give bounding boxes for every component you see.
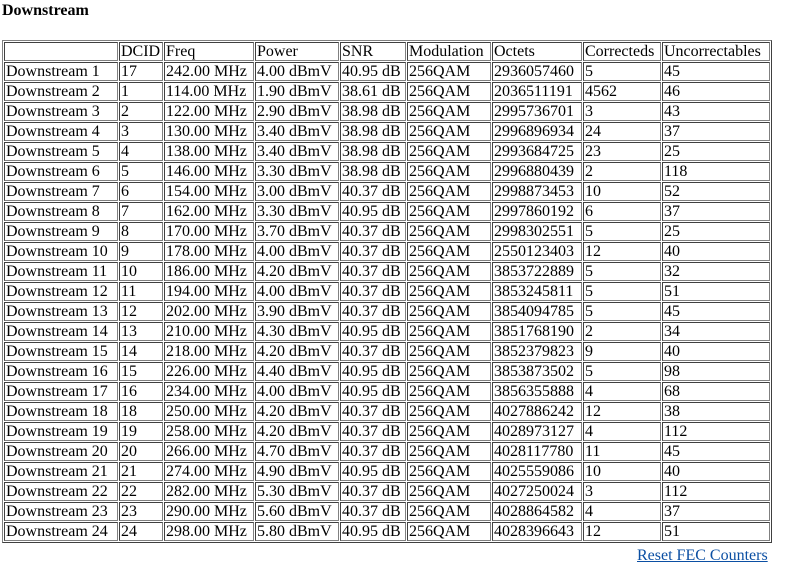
cell-correcteds: 5 xyxy=(583,222,661,241)
cell-freq: 162.00 MHz xyxy=(164,202,254,221)
column-header-dcid: DCID xyxy=(119,42,163,61)
table-row xyxy=(4,422,770,441)
table-row xyxy=(4,302,770,321)
cell-correcteds: 4 xyxy=(583,382,661,401)
cell-octets: 2550123403 xyxy=(492,242,582,261)
table-row xyxy=(4,282,770,301)
cell-freq: 226.00 MHz xyxy=(164,362,254,381)
cell-channel: Downstream 19 xyxy=(4,422,118,441)
cell-power: 4.00 dBmV xyxy=(255,382,339,401)
cell-octets: 4027886242 xyxy=(492,402,582,421)
cell-snr: 38.61 dB xyxy=(340,82,406,101)
cell-channel: Downstream 6 xyxy=(4,162,118,181)
cell-dcid: 16 xyxy=(119,382,163,401)
cell-uncorrectables: 45 xyxy=(662,442,770,461)
cell-freq: 194.00 MHz xyxy=(164,282,254,301)
cell-correcteds: 4 xyxy=(583,422,661,441)
cell-modulation: 256QAM xyxy=(407,162,491,181)
cell-power: 3.30 dBmV xyxy=(255,162,339,181)
cell-uncorrectables: 32 xyxy=(662,262,770,281)
cell-dcid: 8 xyxy=(119,222,163,241)
cell-modulation: 256QAM xyxy=(407,182,491,201)
cell-channel: Downstream 18 xyxy=(4,402,118,421)
cell-octets: 2997860192 xyxy=(492,202,582,221)
cell-power: 5.60 dBmV xyxy=(255,502,339,521)
cell-snr: 40.95 dB xyxy=(340,62,406,81)
cell-snr: 40.37 dB xyxy=(340,422,406,441)
cell-modulation: 256QAM xyxy=(407,222,491,241)
cell-snr: 38.98 dB xyxy=(340,162,406,181)
cell-uncorrectables: 51 xyxy=(662,282,770,301)
column-header-power: Power xyxy=(255,42,339,61)
cell-channel: Downstream 22 xyxy=(4,482,118,501)
cell-octets: 2995736701 xyxy=(492,102,582,121)
table-row xyxy=(4,482,770,501)
cell-channel: Downstream 2 xyxy=(4,82,118,101)
cell-snr: 40.37 dB xyxy=(340,222,406,241)
cell-channel: Downstream 8 xyxy=(4,202,118,221)
cell-uncorrectables: 51 xyxy=(662,522,770,541)
cell-modulation: 256QAM xyxy=(407,502,491,521)
cell-freq: 114.00 MHz xyxy=(164,82,254,101)
cell-snr: 40.95 dB xyxy=(340,462,406,481)
cell-correcteds: 11 xyxy=(583,442,661,461)
cell-power: 4.70 dBmV xyxy=(255,442,339,461)
cell-dcid: 23 xyxy=(119,502,163,521)
cell-uncorrectables: 40 xyxy=(662,342,770,361)
cell-snr: 40.95 dB xyxy=(340,382,406,401)
cell-modulation: 256QAM xyxy=(407,342,491,361)
cell-channel: Downstream 12 xyxy=(4,282,118,301)
cell-snr: 40.95 dB xyxy=(340,362,406,381)
cell-dcid: 20 xyxy=(119,442,163,461)
cell-uncorrectables: 25 xyxy=(662,142,770,161)
cell-power: 4.00 dBmV xyxy=(255,242,339,261)
cell-freq: 122.00 MHz xyxy=(164,102,254,121)
cell-freq: 202.00 MHz xyxy=(164,302,254,321)
cell-channel: Downstream 13 xyxy=(4,302,118,321)
column-header-snr: SNR xyxy=(340,42,406,61)
table-row xyxy=(4,342,770,361)
cell-uncorrectables: 25 xyxy=(662,222,770,241)
cell-power: 3.30 dBmV xyxy=(255,202,339,221)
cell-channel: Downstream 21 xyxy=(4,462,118,481)
table-row xyxy=(4,82,770,101)
cell-freq: 242.00 MHz xyxy=(164,62,254,81)
cell-snr: 40.95 dB xyxy=(340,522,406,541)
cell-power: 3.70 dBmV xyxy=(255,222,339,241)
column-header-channel xyxy=(4,42,118,61)
cell-freq: 154.00 MHz xyxy=(164,182,254,201)
cell-uncorrectables: 37 xyxy=(662,122,770,141)
cell-power: 4.30 dBmV xyxy=(255,322,339,341)
cell-octets: 2998873453 xyxy=(492,182,582,201)
cell-modulation: 256QAM xyxy=(407,282,491,301)
cell-correcteds: 24 xyxy=(583,122,661,141)
cell-uncorrectables: 38 xyxy=(662,402,770,421)
cell-freq: 218.00 MHz xyxy=(164,342,254,361)
cell-power: 5.30 dBmV xyxy=(255,482,339,501)
cell-snr: 40.37 dB xyxy=(340,482,406,501)
cell-octets: 2998302551 xyxy=(492,222,582,241)
cell-uncorrectables: 98 xyxy=(662,362,770,381)
cell-dcid: 21 xyxy=(119,462,163,481)
cell-snr: 40.95 dB xyxy=(340,322,406,341)
cell-correcteds: 5 xyxy=(583,302,661,321)
cell-correcteds: 2 xyxy=(583,162,661,181)
cell-channel: Downstream 11 xyxy=(4,262,118,281)
cell-octets: 3854094785 xyxy=(492,302,582,321)
cell-dcid: 3 xyxy=(119,122,163,141)
cell-power: 4.00 dBmV xyxy=(255,62,339,81)
cell-octets: 3856355888 xyxy=(492,382,582,401)
cell-freq: 138.00 MHz xyxy=(164,142,254,161)
cell-snr: 40.37 dB xyxy=(340,402,406,421)
cell-octets: 2036511191 xyxy=(492,82,582,101)
cell-octets: 2996896934 xyxy=(492,122,582,141)
table-body xyxy=(4,62,770,541)
cell-correcteds: 5 xyxy=(583,282,661,301)
cell-power: 1.90 dBmV xyxy=(255,82,339,101)
cell-freq: 186.00 MHz xyxy=(164,262,254,281)
table-row xyxy=(4,242,770,261)
cell-correcteds: 6 xyxy=(583,202,661,221)
cell-dcid: 14 xyxy=(119,342,163,361)
cell-channel: Downstream 17 xyxy=(4,382,118,401)
table-row xyxy=(4,262,770,281)
cell-channel: Downstream 3 xyxy=(4,102,118,121)
cell-freq: 298.00 MHz xyxy=(164,522,254,541)
cell-power: 2.90 dBmV xyxy=(255,102,339,121)
cell-modulation: 256QAM xyxy=(407,522,491,541)
table-row xyxy=(4,202,770,221)
table-row xyxy=(4,362,770,381)
cell-octets: 3853873502 xyxy=(492,362,582,381)
cell-uncorrectables: 112 xyxy=(662,482,770,501)
cell-power: 3.00 dBmV xyxy=(255,182,339,201)
cell-power: 3.40 dBmV xyxy=(255,122,339,141)
cell-dcid: 12 xyxy=(119,302,163,321)
table-header-row xyxy=(4,42,770,61)
cell-uncorrectables: 45 xyxy=(662,302,770,321)
cell-correcteds: 3 xyxy=(583,482,661,501)
cell-freq: 266.00 MHz xyxy=(164,442,254,461)
cell-freq: 258.00 MHz xyxy=(164,422,254,441)
table-row xyxy=(4,102,770,121)
cell-correcteds: 4562 xyxy=(583,82,661,101)
cell-dcid: 17 xyxy=(119,62,163,81)
cell-power: 4.20 dBmV xyxy=(255,402,339,421)
cell-octets: 3853722889 xyxy=(492,262,582,281)
cell-power: 4.00 dBmV xyxy=(255,282,339,301)
cell-octets: 4028117780 xyxy=(492,442,582,461)
cell-modulation: 256QAM xyxy=(407,102,491,121)
table-row xyxy=(4,382,770,401)
cell-octets: 4027250024 xyxy=(492,482,582,501)
cell-dcid: 22 xyxy=(119,482,163,501)
cell-octets: 2993684725 xyxy=(492,142,582,161)
cell-channel: Downstream 23 xyxy=(4,502,118,521)
cell-freq: 290.00 MHz xyxy=(164,502,254,521)
cell-channel: Downstream 4 xyxy=(4,122,118,141)
cell-channel: Downstream 9 xyxy=(4,222,118,241)
cell-octets: 3851768190 xyxy=(492,322,582,341)
cell-channel: Downstream 7 xyxy=(4,182,118,201)
cell-uncorrectables: 37 xyxy=(662,502,770,521)
cell-correcteds: 9 xyxy=(583,342,661,361)
cell-octets: 4028973127 xyxy=(492,422,582,441)
column-header-freq: Freq xyxy=(164,42,254,61)
cell-snr: 40.95 dB xyxy=(340,202,406,221)
cell-power: 4.20 dBmV xyxy=(255,422,339,441)
cell-modulation: 256QAM xyxy=(407,462,491,481)
cell-dcid: 5 xyxy=(119,162,163,181)
cell-dcid: 9 xyxy=(119,242,163,261)
cell-snr: 40.37 dB xyxy=(340,182,406,201)
cell-correcteds: 5 xyxy=(583,262,661,281)
cell-octets: 2936057460 xyxy=(492,62,582,81)
cell-uncorrectables: 45 xyxy=(662,62,770,81)
cell-modulation: 256QAM xyxy=(407,402,491,421)
cell-power: 4.20 dBmV xyxy=(255,262,339,281)
cell-correcteds: 4 xyxy=(583,502,661,521)
cell-octets: 3853245811 xyxy=(492,282,582,301)
cell-correcteds: 12 xyxy=(583,522,661,541)
cell-octets: 4028864582 xyxy=(492,502,582,521)
cell-dcid: 10 xyxy=(119,262,163,281)
table-row xyxy=(4,162,770,181)
cell-freq: 130.00 MHz xyxy=(164,122,254,141)
table-row xyxy=(4,442,770,461)
cell-snr: 40.37 dB xyxy=(340,302,406,321)
cell-octets: 4028396643 xyxy=(492,522,582,541)
cell-correcteds: 5 xyxy=(583,62,661,81)
cell-modulation: 256QAM xyxy=(407,302,491,321)
cell-channel: Downstream 24 xyxy=(4,522,118,541)
cell-dcid: 19 xyxy=(119,422,163,441)
cell-modulation: 256QAM xyxy=(407,442,491,461)
table-row xyxy=(4,462,770,481)
table-row xyxy=(4,522,770,541)
cell-snr: 40.37 dB xyxy=(340,442,406,461)
cell-modulation: 256QAM xyxy=(407,482,491,501)
cell-dcid: 24 xyxy=(119,522,163,541)
cell-channel: Downstream 5 xyxy=(4,142,118,161)
cell-dcid: 4 xyxy=(119,142,163,161)
cell-uncorrectables: 37 xyxy=(662,202,770,221)
cell-dcid: 13 xyxy=(119,322,163,341)
cell-uncorrectables: 68 xyxy=(662,382,770,401)
cell-dcid: 18 xyxy=(119,402,163,421)
cell-modulation: 256QAM xyxy=(407,122,491,141)
column-header-correcteds: Correcteds xyxy=(583,42,661,61)
column-header-octets: Octets xyxy=(492,42,582,61)
cell-power: 5.80 dBmV xyxy=(255,522,339,541)
cell-snr: 40.37 dB xyxy=(340,282,406,301)
cell-modulation: 256QAM xyxy=(407,202,491,221)
cell-snr: 38.98 dB xyxy=(340,122,406,141)
cell-modulation: 256QAM xyxy=(407,142,491,161)
cell-uncorrectables: 118 xyxy=(662,162,770,181)
cell-dcid: 7 xyxy=(119,202,163,221)
cell-dcid: 15 xyxy=(119,362,163,381)
cell-octets: 3852379823 xyxy=(492,342,582,361)
cell-correcteds: 10 xyxy=(583,182,661,201)
cell-snr: 38.98 dB xyxy=(340,142,406,161)
cell-dcid: 11 xyxy=(119,282,163,301)
cell-channel: Downstream 20 xyxy=(4,442,118,461)
cell-correcteds: 12 xyxy=(583,402,661,421)
cell-uncorrectables: 46 xyxy=(662,82,770,101)
cell-modulation: 256QAM xyxy=(407,422,491,441)
cell-snr: 40.37 dB xyxy=(340,262,406,281)
cell-correcteds: 3 xyxy=(583,102,661,121)
cell-power: 4.20 dBmV xyxy=(255,342,339,361)
cell-correcteds: 12 xyxy=(583,242,661,261)
cell-channel: Downstream 10 xyxy=(4,242,118,261)
cell-channel: Downstream 16 xyxy=(4,362,118,381)
table-row xyxy=(4,142,770,161)
cell-modulation: 256QAM xyxy=(407,322,491,341)
table-row xyxy=(4,322,770,341)
cell-uncorrectables: 52 xyxy=(662,182,770,201)
cell-correcteds: 2 xyxy=(583,322,661,341)
cell-power: 4.40 dBmV xyxy=(255,362,339,381)
cell-snr: 40.37 dB xyxy=(340,502,406,521)
cell-freq: 178.00 MHz xyxy=(164,242,254,261)
column-header-uncorrectables: Uncorrectables xyxy=(662,42,770,61)
cell-freq: 170.00 MHz xyxy=(164,222,254,241)
cell-correcteds: 23 xyxy=(583,142,661,161)
cell-power: 3.40 dBmV xyxy=(255,142,339,161)
reset-fec-counters-link[interactable]: Reset FEC Counters xyxy=(637,547,768,564)
table-row xyxy=(4,182,770,201)
table-row xyxy=(4,502,770,521)
cell-uncorrectables: 43 xyxy=(662,102,770,121)
downstream-table xyxy=(2,40,772,543)
cell-uncorrectables: 34 xyxy=(662,322,770,341)
cell-dcid: 2 xyxy=(119,102,163,121)
cell-octets: 4025559086 xyxy=(492,462,582,481)
column-header-modulation: Modulation xyxy=(407,42,491,61)
cell-freq: 146.00 MHz xyxy=(164,162,254,181)
table-row xyxy=(4,402,770,421)
cell-correcteds: 5 xyxy=(583,362,661,381)
cell-uncorrectables: 40 xyxy=(662,242,770,261)
cell-channel: Downstream 1 xyxy=(4,62,118,81)
cell-power: 4.90 dBmV xyxy=(255,462,339,481)
cell-freq: 210.00 MHz xyxy=(164,322,254,341)
cell-freq: 250.00 MHz xyxy=(164,402,254,421)
table-row xyxy=(4,122,770,141)
table-row xyxy=(4,222,770,241)
cell-channel: Downstream 15 xyxy=(4,342,118,361)
cell-modulation: 256QAM xyxy=(407,262,491,281)
cell-modulation: 256QAM xyxy=(407,362,491,381)
cell-modulation: 256QAM xyxy=(407,62,491,81)
cell-octets: 2996880439 xyxy=(492,162,582,181)
cell-uncorrectables: 112 xyxy=(662,422,770,441)
cell-freq: 274.00 MHz xyxy=(164,462,254,481)
cell-correcteds: 10 xyxy=(583,462,661,481)
cell-freq: 282.00 MHz xyxy=(164,482,254,501)
cell-uncorrectables: 40 xyxy=(662,462,770,481)
cell-modulation: 256QAM xyxy=(407,82,491,101)
cell-dcid: 1 xyxy=(119,82,163,101)
cell-snr: 40.37 dB xyxy=(340,342,406,361)
cell-power: 3.90 dBmV xyxy=(255,302,339,321)
cell-snr: 38.98 dB xyxy=(340,102,406,121)
table-row xyxy=(4,62,770,81)
cell-dcid: 6 xyxy=(119,182,163,201)
cell-freq: 234.00 MHz xyxy=(164,382,254,401)
cell-snr: 40.37 dB xyxy=(340,242,406,261)
cell-channel: Downstream 14 xyxy=(4,322,118,341)
page-title: Downstream xyxy=(2,2,89,19)
cell-modulation: 256QAM xyxy=(407,382,491,401)
cell-modulation: 256QAM xyxy=(407,242,491,261)
